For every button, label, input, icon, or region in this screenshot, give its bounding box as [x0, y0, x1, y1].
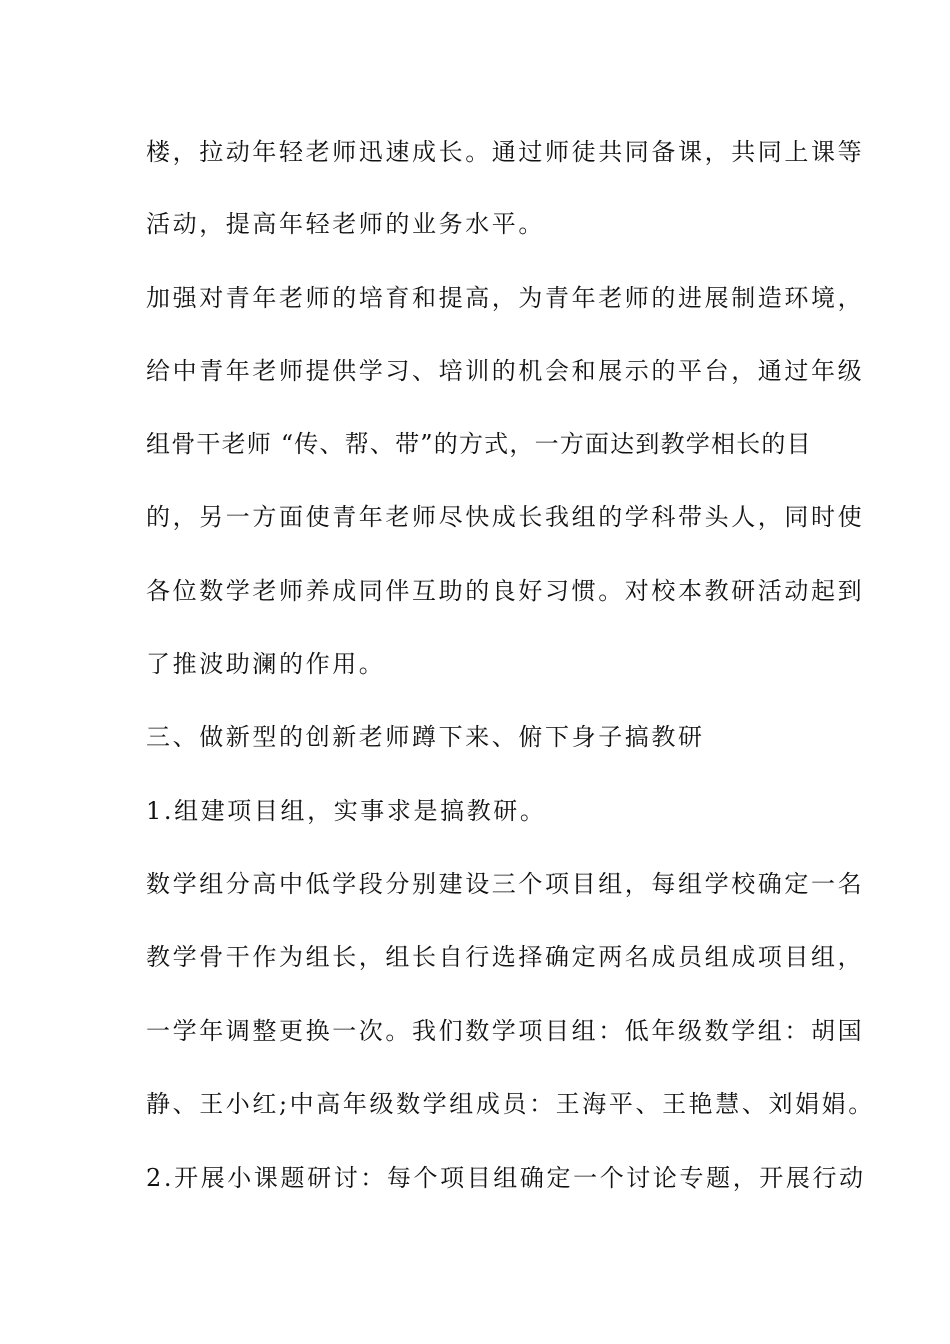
- paragraph-line-14: 静、王小红;中高年级数学组成员：王海平、王艳慧、刘娟娟。: [146, 1090, 875, 1118]
- paragraph-line-1: 楼，拉动年轻老师迅速成长。通过师徒共同备课，共同上课等: [146, 138, 865, 166]
- paragraph-line-11: 数学组分高中低学段分别建设三个项目组，每组学校确定一名: [146, 870, 865, 898]
- paragraph-line-5: 组骨干老师 “传、帮、带”的方式，一方面达到教学相长的目: [146, 430, 812, 458]
- section-heading: 三、做新型的创新老师蹲下来、俯下身子搞教研: [146, 723, 705, 751]
- paragraph-line-8: 了推波助澜的作用。: [146, 650, 386, 678]
- subheading-1: 1.组建项目组，实事求是搞教研。: [146, 797, 547, 825]
- paragraph-line-15: 2.开展小课题研讨：每个项目组确定一个讨论专题，开展行动: [146, 1164, 866, 1192]
- paragraph-line-2: 活动，提高年轻老师的业务水平。: [146, 210, 545, 238]
- paragraph-line-12: 教学骨干作为组长，组长自行选择确定两名成员组成项目组，: [146, 943, 865, 971]
- paragraph-line-3: 加强对青年老师的培育和提高，为青年老师的进展制造环境，: [146, 284, 865, 312]
- paragraph-line-6: 的，另一方面使青年老师尽快成长我组的学科带头人，同时使: [146, 503, 865, 531]
- paragraph-line-4: 给中青年老师提供学习、培训的机会和展示的平台，通过年级: [146, 357, 865, 385]
- paragraph-line-7: 各位数学老师养成同伴互助的良好习惯。对校本教研活动起到: [146, 577, 865, 605]
- paragraph-line-13: 一学年调整更换一次。我们数学项目组：低年级数学组：胡国: [146, 1017, 865, 1045]
